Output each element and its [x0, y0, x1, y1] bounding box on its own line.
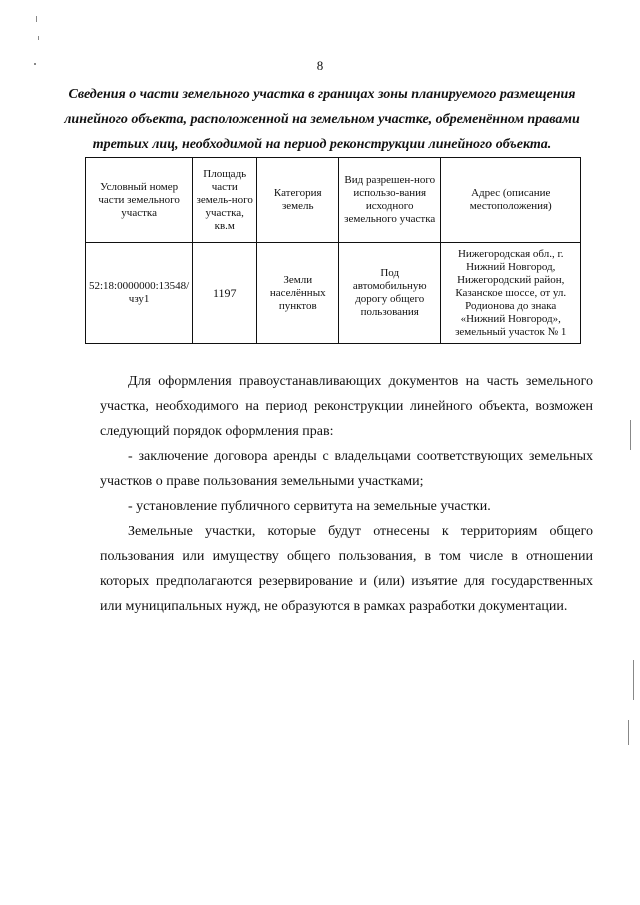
header-address: Адрес (описание местоположения) [441, 158, 581, 243]
paragraph-public-lands: Земельные участки, которые будут отнесены к территориям общего пользования или имуществу общего пользования, в том числе в отношении которых предполагаются резервирование и (или) изъятие для государственных или муниципальных нужд, не образуются в рамках разработки документации. [100, 524, 593, 614]
section-title: Сведения о части земельного участка в границах зоны планируемого размещения линейного объекта, расположенной на земельном участке, обременённом правами третьих лиц, необходимой на период реконструкции линейного объекта. [64, 87, 580, 152]
cell-permitted-use: Под автомобильную дорогу общего пользования [339, 243, 441, 344]
cell-land-category: Земли населённых пунктов [257, 243, 339, 344]
header-plot-number: Условный номер части земельного участка [86, 158, 193, 243]
list-item-easement: - установление публичного сервитута на земельные участки. [128, 499, 491, 514]
cell-plot-number: 52:18:0000000:13548/чзу1 [86, 243, 193, 344]
table-row [86, 243, 581, 344]
cell-address: Нижегородская обл., г. Нижний Новгород, Нижегородский район, Казанское шоссе, от ул. Родионова до знака «Нижний Новгород», земельный участок № 1 [441, 243, 581, 344]
table-header-row [86, 158, 581, 243]
cell-area: 1197 [193, 243, 257, 344]
header-land-category: Категория земель [257, 158, 339, 243]
header-area: Площадь части земель-ного участка, кв.м [193, 158, 257, 243]
scan-mark [38, 36, 39, 40]
scan-mark [34, 63, 36, 65]
paragraph-rights-procedure: Для оформления правоустанавливающих документов на часть земельного участка, необходимого на период реконструкции линейного объекта, возможен следующий порядок оформления прав: [100, 374, 593, 439]
page-number: 8 [316, 58, 324, 73]
list-item-lease: - заключение договора аренды с владельцами соответствующих земельных участков о праве пользования земельными участками; [100, 449, 593, 489]
header-permitted-use: Вид разрешен-ного использо-вания исходного земельного участка [339, 158, 441, 243]
scan-mark [628, 720, 629, 745]
land-plot-table [85, 157, 581, 344]
scan-mark [633, 660, 634, 700]
scan-mark [36, 16, 37, 22]
scan-mark [630, 420, 631, 450]
